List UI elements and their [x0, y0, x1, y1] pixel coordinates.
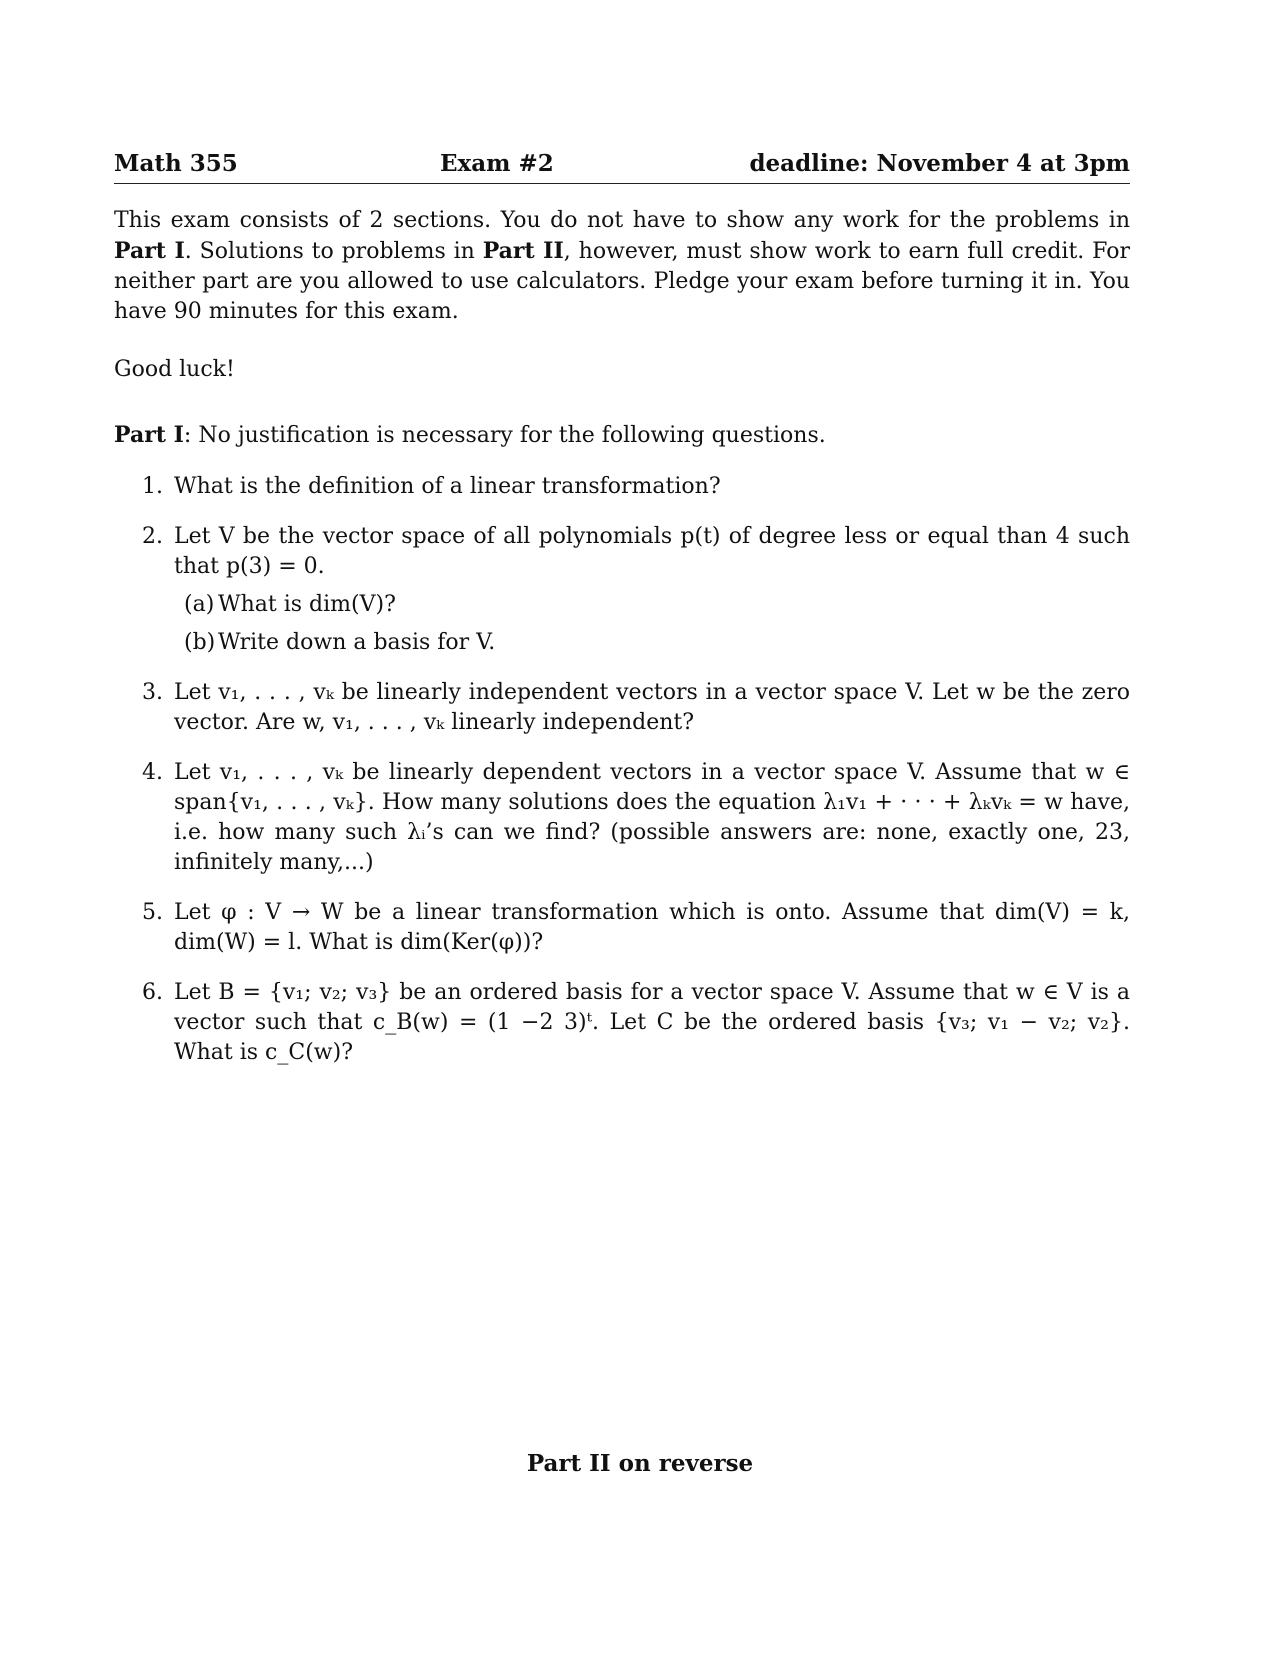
- question-text: Let B = {v₁; v₂; v₃} be an ordered basis for a vector space V. Assume that w ∈ V is a vector such that c_B(w) = (1 −2 3)ᵗ. Let C be the ordered basis {v₃; v₁ − v₂; v₂}. What is c_C(w)?: [174, 980, 1130, 1065]
- question-number: 3.: [142, 680, 163, 705]
- question-1: [114, 472, 1130, 502]
- part-1-heading: [114, 422, 1130, 448]
- question-5: [114, 898, 1130, 958]
- question-4: [114, 758, 1130, 878]
- intro-text-1: This exam consists of 2 sections. You do not have to show any work for the problems in: [114, 208, 1130, 233]
- question-number: 2.: [142, 524, 163, 549]
- question-text: Let v₁, . . . , vₖ be linearly independent vectors in a vector space V. Let w be the zero vector. Are w, v₁, . . . , vₖ linearly independent?: [174, 680, 1130, 735]
- question-2: [114, 522, 1130, 658]
- subquestion-label: (a): [184, 592, 215, 617]
- exam-page: [114, 150, 1130, 1088]
- subquestion-list: [174, 590, 1130, 658]
- question-number: 6.: [142, 980, 163, 1005]
- question-number: 4.: [142, 760, 163, 785]
- instructions-paragraph: [114, 206, 1130, 327]
- course-title: Math 355: [114, 150, 238, 177]
- exam-header: [114, 150, 1130, 184]
- intro-bold-part-2: Part II: [482, 238, 564, 264]
- intro-bold-part-1: Part I: [114, 238, 185, 264]
- good-luck-text: Good luck!: [114, 357, 235, 382]
- exam-title: Exam #2: [440, 150, 554, 177]
- part-1-instruction: : No justification is necessary for the following questions.: [183, 423, 826, 448]
- deadline-text: deadline: November 4 at 3pm: [749, 150, 1130, 177]
- question-text: What is the definition of a linear transformation?: [174, 474, 721, 499]
- question-number: 1.: [142, 474, 163, 499]
- part-1-label: Part I: [114, 422, 184, 448]
- question-6: [114, 978, 1130, 1068]
- question-text: Let v₁, . . . , vₖ be linearly dependent vectors in a vector space V. Assume that w ∈ span{v₁, . . . , vₖ}. How many solutions does the equation λ₁v₁ + · · · + λₖvₖ = w have, i.e. how many such λᵢ’s can we find? (possible answers are: none, exactly one, 23, infinitely many,...): [174, 760, 1130, 875]
- intro-text-2: . Solutions to problems in: [184, 239, 483, 264]
- question-text: Let φ : V → W be a linear transformation which is onto. Assume that dim(V) = k, dim(W) = l. What is dim(Ker(φ))?: [174, 900, 1130, 955]
- intro-text-3: , however, must show work to earn full credit. For neither part are you allowed to use calculators. Pledge your exam before turning it in. You have 90 minutes for this exam.: [114, 239, 1130, 324]
- subquestion-text: Write down a basis for V.: [218, 630, 496, 655]
- question-text: Let V be the vector space of all polynomials p(t) of degree less or equal than 4 such that p(3) = 0.: [174, 524, 1130, 579]
- subquestion-a: [174, 590, 1130, 620]
- question-number: 5.: [142, 900, 163, 925]
- subquestion-label: (b): [184, 630, 216, 655]
- question-3: [114, 678, 1130, 738]
- footer-note: Part II on reverse: [526, 1450, 754, 1477]
- subquestion-text: What is dim(V)?: [218, 592, 396, 617]
- question-list: [114, 472, 1130, 1068]
- subquestion-b: [174, 628, 1130, 658]
